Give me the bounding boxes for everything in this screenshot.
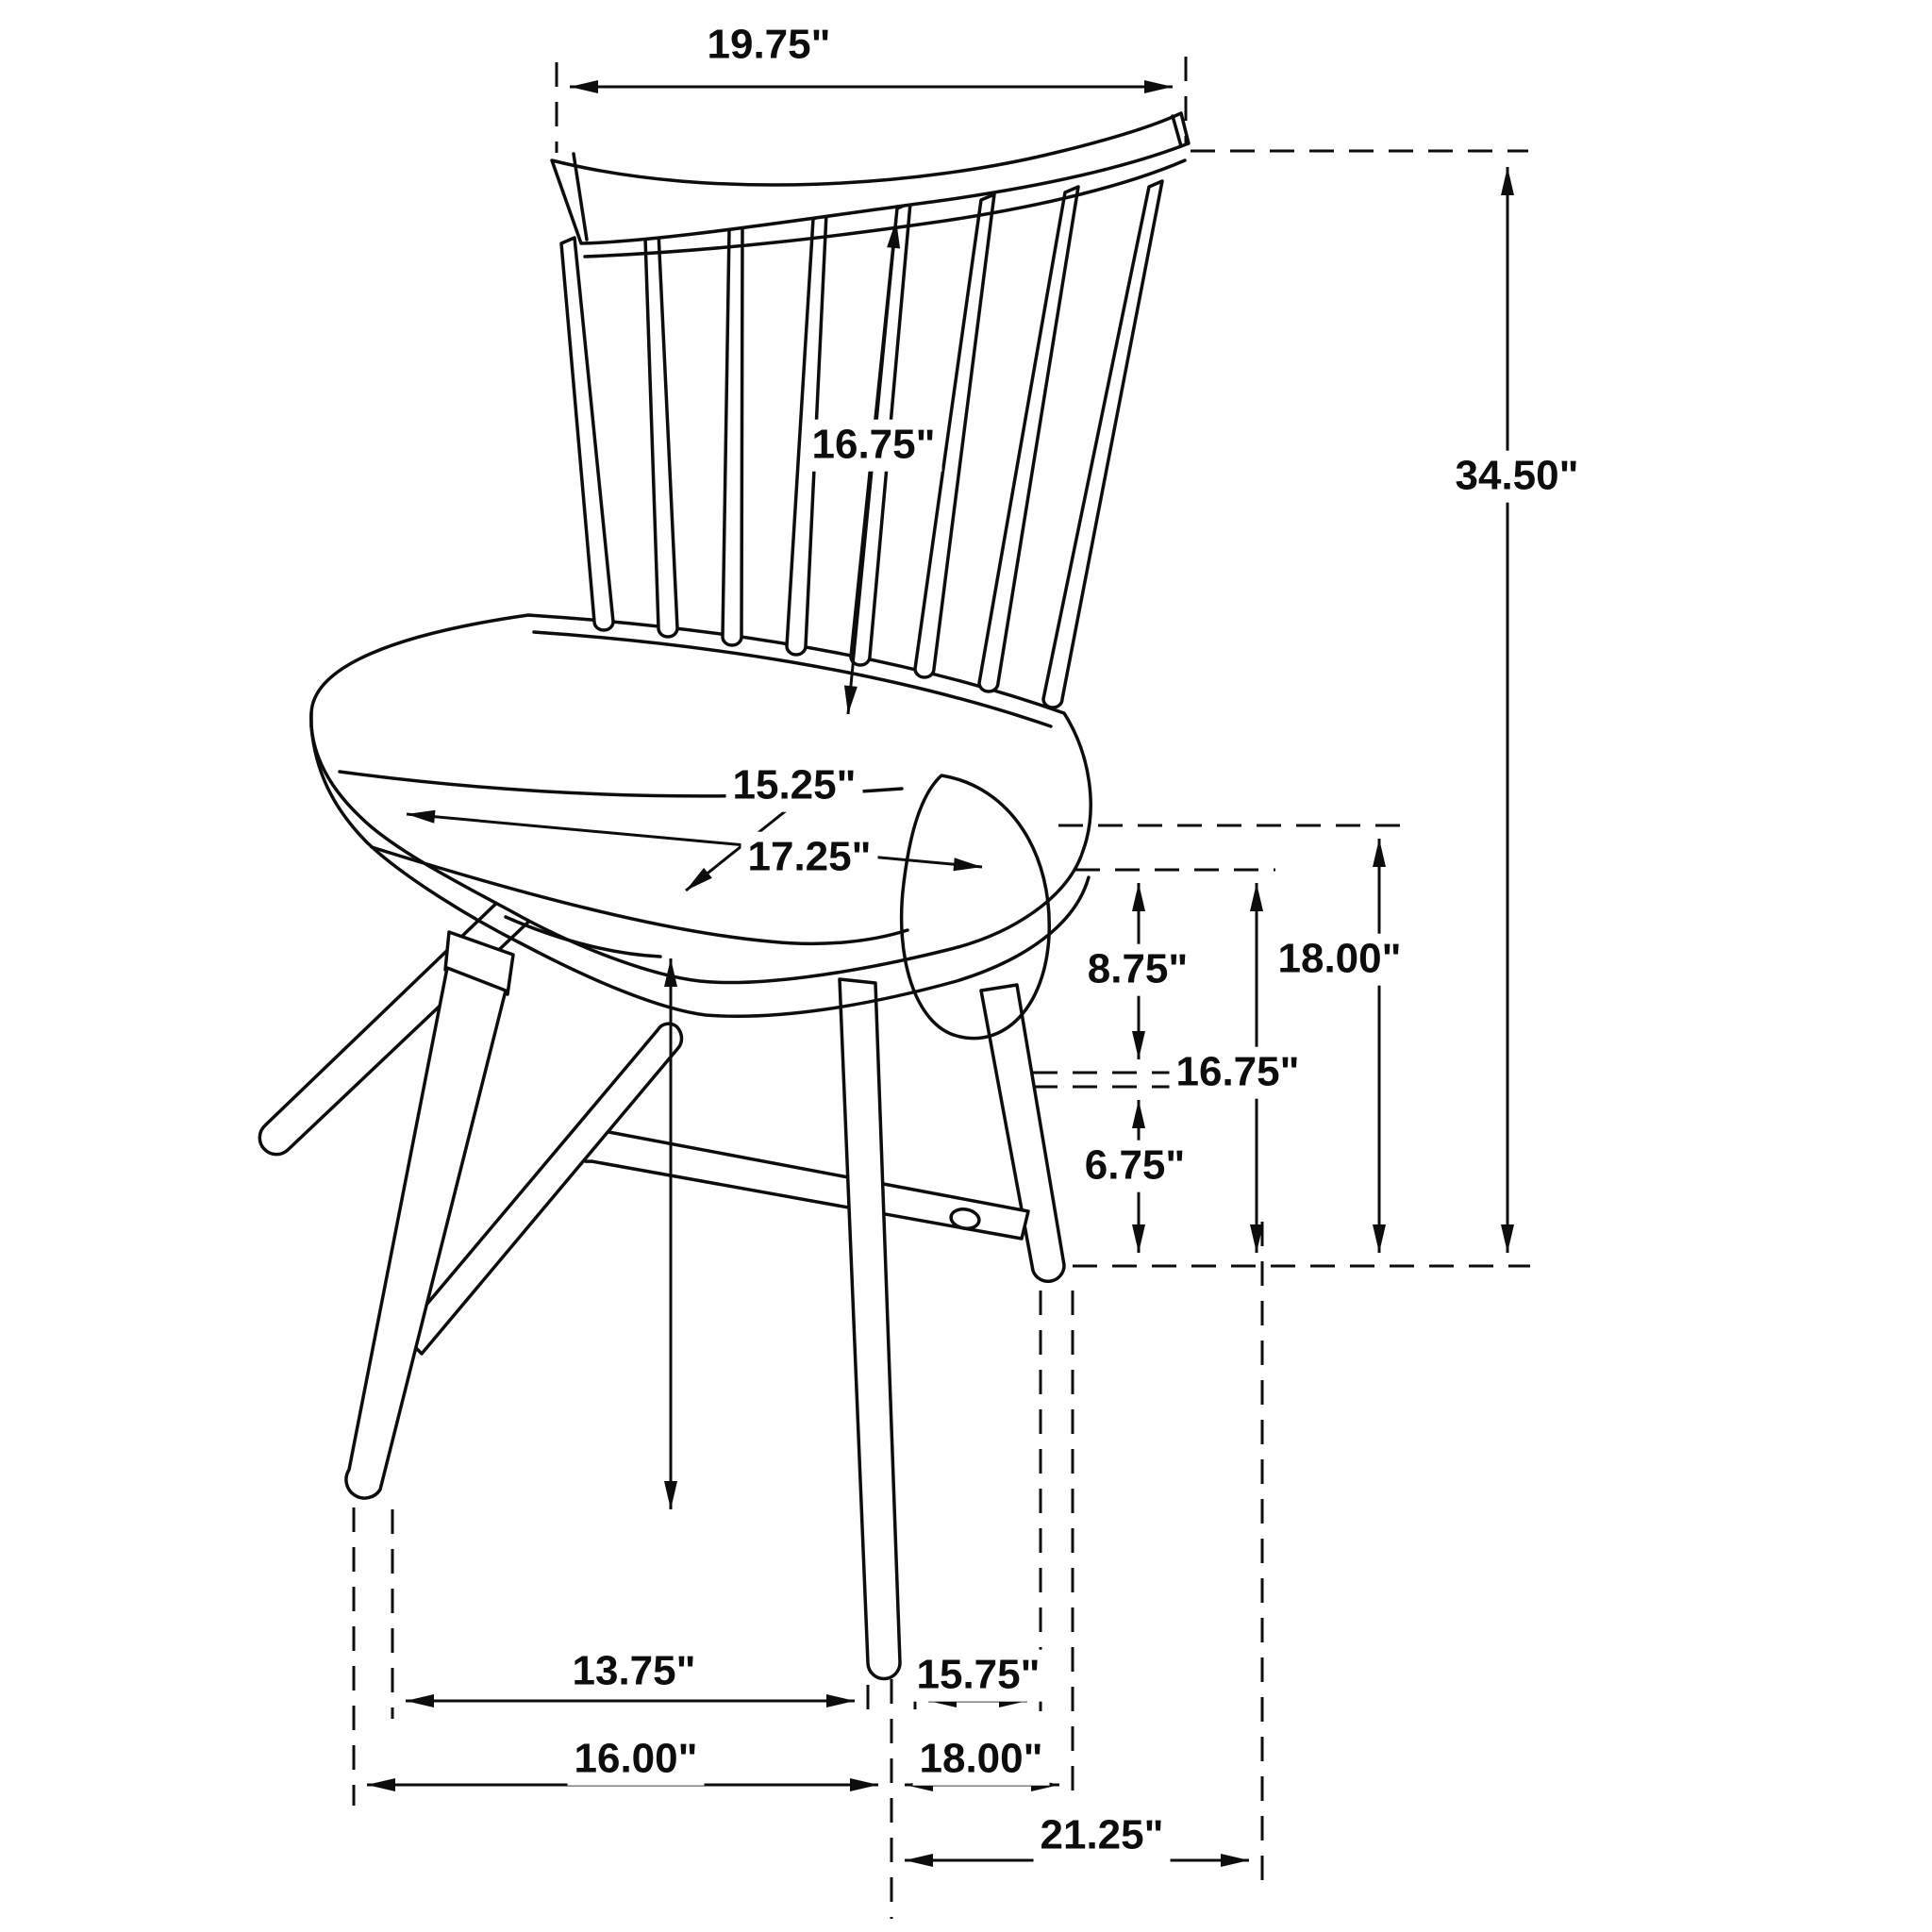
- label-stretcher-to-floor: 6.75": [1078, 1141, 1192, 1192]
- label-side-leg-inner-spread: 15.75": [910, 1650, 1047, 1702]
- label-seat-height-rear: 18.00": [1272, 934, 1408, 986]
- label-leg-depth-spread: 18.00": [913, 1734, 1050, 1786]
- extension-lines: [354, 57, 1530, 1919]
- label-rear-leg-inner-spread: 13.75": [566, 1646, 703, 1698]
- label-seat-depth: 15.25": [726, 760, 863, 812]
- label-seat-width: 17.25": [741, 832, 878, 884]
- chair-artwork: [259, 113, 1189, 1678]
- label-front-leg-spread: 16.00": [568, 1734, 705, 1786]
- label-seat-to-stretcher: 8.75": [1081, 944, 1195, 996]
- label-overall-back-width: 19.75": [701, 20, 838, 72]
- crest-rail: [552, 113, 1189, 257]
- label-overall-depth: 21.25": [1034, 1810, 1171, 1862]
- label-back-height: 16.75": [806, 420, 942, 472]
- cross-stretcher: [572, 1128, 1028, 1239]
- front-right-leg: [840, 979, 900, 1678]
- label-seat-height-front: 16.75": [1170, 1047, 1307, 1099]
- label-overall-height: 34.50": [1449, 451, 1586, 503]
